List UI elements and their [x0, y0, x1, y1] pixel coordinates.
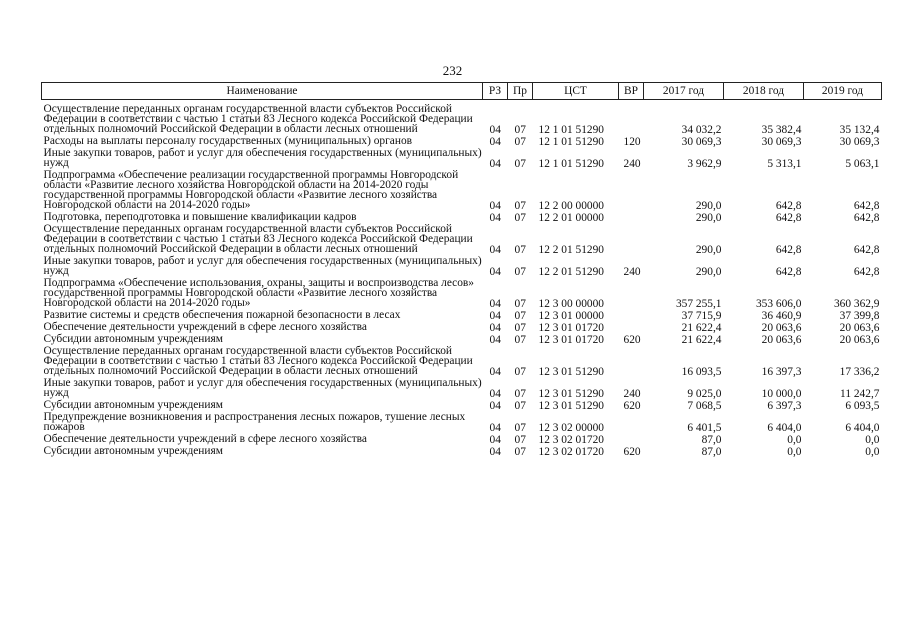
row-vr-cell: 620 [623, 334, 641, 346]
row-2018-cell: 642,8 [775, 266, 802, 278]
row-pr-cell: 07 [514, 244, 526, 256]
row-vr-cell [619, 321, 644, 333]
row-cst-cell: 12 3 01 01720 [538, 322, 604, 334]
row-vr-cell [619, 169, 644, 211]
row-rz-cell: 04 [489, 266, 501, 278]
row-vr-cell [619, 433, 644, 445]
row-2017-cell: 21 622,4 [681, 334, 722, 346]
row-name-cell: Субсидии автономным учреждениям [43, 445, 223, 457]
column-header-rz: РЗ [483, 83, 508, 100]
row-rz-cell: 04 [489, 136, 501, 148]
row-2017-cell: 3 962,9 [687, 158, 722, 170]
row-rz-cell: 04 [489, 446, 501, 458]
row-2018-cell: 0,0 [787, 446, 802, 458]
row-cst-cell: 12 3 01 51290 [538, 388, 604, 400]
table-row [42, 255, 882, 277]
table-header-row [42, 83, 882, 100]
row-pr-cell: 07 [514, 266, 526, 278]
row-name-cell: Подпрограмма «Обеспечение использования, охраны, защиты и воспроизводства лесов» государственной программы Новгородской области «Развитие лесного хозяйства Новгородской области на 2014-2020 годы» [43, 277, 474, 309]
row-name-cell: Развитие системы и средств обеспечения пожарной безопасности в лесах [43, 309, 401, 321]
table-row [42, 135, 882, 147]
column-header-cst: ЦСТ [533, 83, 619, 100]
row-2017-cell: 37 715,9 [681, 310, 722, 322]
row-2019-cell: 0,0 [865, 434, 880, 446]
row-cst-cell: 12 1 01 51290 [538, 124, 604, 136]
table-row [42, 147, 882, 169]
row-2017-cell: 6 401,5 [687, 422, 722, 434]
row-rz-cell: 04 [489, 388, 501, 400]
row-2018-cell: 20 063,6 [761, 334, 802, 346]
row-2019-cell: 20 063,6 [839, 322, 880, 334]
row-2017-cell: 290,0 [695, 200, 722, 212]
row-cst-cell: 12 2 01 51290 [538, 244, 604, 256]
row-2017-cell: 87,0 [701, 446, 722, 458]
row-2018-cell: 642,8 [775, 200, 802, 212]
row-2017-cell: 34 032,2 [681, 124, 722, 136]
row-cst-cell: 12 2 00 00000 [538, 200, 604, 212]
table-row [42, 100, 882, 136]
row-pr-cell: 07 [514, 400, 526, 412]
row-vr-cell: 620 [623, 400, 641, 412]
column-header-2018: 2018 год [724, 83, 804, 100]
row-name-cell: Подготовка, переподготовка и повышение квалификации кадров [43, 211, 357, 223]
row-2018-cell: 5 313,1 [767, 158, 802, 170]
row-pr-cell: 07 [514, 200, 526, 212]
row-rz-cell: 04 [489, 124, 501, 136]
row-cst-cell: 12 2 01 00000 [538, 212, 604, 224]
row-vr-cell [619, 345, 644, 377]
row-name-cell: Иные закупки товаров, работ и услуг для обеспечения государственных (муниципальных) нужд [43, 147, 482, 169]
row-2019-cell: 642,8 [853, 244, 880, 256]
row-2019-cell: 642,8 [853, 200, 880, 212]
table-row [42, 445, 882, 457]
row-rz-cell: 04 [489, 322, 501, 334]
table-row [42, 211, 882, 223]
row-pr-cell: 07 [514, 434, 526, 446]
row-rz-cell: 04 [489, 212, 501, 224]
row-vr-cell [619, 100, 644, 136]
row-name-cell: Обеспечение деятельности учреждений в сфере лесного хозяйства [43, 321, 367, 333]
row-2019-cell: 642,8 [853, 266, 880, 278]
row-2017-cell: 16 093,5 [681, 366, 722, 378]
row-name-cell: Осуществление переданных органам государственной власти субъектов Российской Федерации в соответствии с частью 1 статьи 83 Лесного кодекса Российской Федерации отдельных полномочий Российской Федерации в области лесных отношений [43, 103, 473, 135]
row-rz-cell: 04 [489, 310, 501, 322]
table-row [42, 223, 882, 255]
row-pr-cell: 07 [514, 422, 526, 434]
column-header-2019: 2019 год [804, 83, 882, 100]
row-cst-cell: 12 2 01 51290 [538, 266, 604, 278]
row-vr-cell [619, 309, 644, 321]
row-cst-cell: 12 3 01 01720 [538, 334, 604, 346]
row-2019-cell: 360 362,9 [833, 298, 880, 310]
row-2019-cell: 5 063,1 [845, 158, 880, 170]
row-name-cell: Расходы на выплаты персоналу государственных (муниципальных) органов [43, 135, 413, 147]
row-2018-cell: 0,0 [787, 434, 802, 446]
row-2019-cell: 0,0 [865, 446, 880, 458]
row-pr-cell: 07 [514, 136, 526, 148]
row-pr-cell: 07 [514, 446, 526, 458]
column-header-pr: Пр [508, 83, 533, 100]
row-cst-cell: 12 3 01 00000 [538, 310, 604, 322]
row-cst-cell: 12 3 02 01720 [538, 446, 604, 458]
row-rz-cell: 04 [489, 158, 501, 170]
row-name-cell: Иные закупки товаров, работ и услуг для обеспечения государственных (муниципальных) нужд [43, 255, 482, 277]
row-vr-cell [619, 223, 644, 255]
row-rz-cell: 04 [489, 400, 501, 412]
row-2017-cell: 9 025,0 [687, 388, 722, 400]
row-pr-cell: 07 [514, 124, 526, 136]
table-row [42, 345, 882, 377]
row-2018-cell: 642,8 [775, 212, 802, 224]
row-2018-cell: 30 069,3 [761, 136, 802, 148]
row-pr-cell: 07 [514, 158, 526, 170]
row-name-cell: Предупреждение возникновения и распространения лесных пожаров, тушение лесных пожаров [43, 411, 466, 433]
row-2017-cell: 290,0 [695, 244, 722, 256]
row-vr-cell: 240 [623, 388, 641, 400]
row-2018-cell: 16 397,3 [761, 366, 802, 378]
row-2019-cell: 642,8 [853, 212, 880, 224]
row-name-cell: Обеспечение деятельности учреждений в сфере лесного хозяйства [43, 433, 367, 445]
row-2019-cell: 6 093,5 [845, 400, 880, 412]
column-header-name: Наименование [42, 83, 483, 100]
row-name-cell: Субсидии автономным учреждениям [43, 333, 223, 345]
row-2019-cell: 6 404,0 [845, 422, 880, 434]
row-cst-cell: 12 3 00 00000 [538, 298, 604, 310]
row-cst-cell: 12 3 01 51290 [538, 366, 604, 378]
row-vr-cell [619, 211, 644, 223]
row-rz-cell: 04 [489, 244, 501, 256]
row-rz-cell: 04 [489, 298, 501, 310]
row-pr-cell: 07 [514, 366, 526, 378]
row-2019-cell: 37 399,8 [839, 310, 880, 322]
row-2018-cell: 36 460,9 [761, 310, 802, 322]
row-vr-cell: 240 [623, 266, 641, 278]
row-vr-cell [619, 277, 644, 309]
table-body [42, 100, 882, 458]
row-pr-cell: 07 [514, 322, 526, 334]
table-row [42, 309, 882, 321]
row-2019-cell: 20 063,6 [839, 334, 880, 346]
row-2017-cell: 357 255,1 [675, 298, 722, 310]
row-vr-cell: 620 [623, 446, 641, 458]
table-row [42, 169, 882, 211]
row-2019-cell: 30 069,3 [839, 136, 880, 148]
row-2017-cell: 7 068,5 [687, 400, 722, 412]
row-pr-cell: 07 [514, 212, 526, 224]
row-2017-cell: 290,0 [695, 212, 722, 224]
row-name-cell: Осуществление переданных органам государственной власти субъектов Российской Федерации в соответствии с частью 1 статьи 83 Лесного кодекса Российской Федерации отдельных полномочий Российской Федерации в области лесных отношений [43, 345, 473, 377]
row-cst-cell: 12 3 02 00000 [538, 422, 604, 434]
table-row [42, 399, 882, 411]
row-2017-cell: 30 069,3 [681, 136, 722, 148]
table-row [42, 333, 882, 345]
row-pr-cell: 07 [514, 388, 526, 400]
row-rz-cell: 04 [489, 422, 501, 434]
row-cst-cell: 12 1 01 51290 [538, 158, 604, 170]
row-rz-cell: 04 [489, 200, 501, 212]
table-row [42, 411, 882, 433]
row-2018-cell: 20 063,6 [761, 322, 802, 334]
row-cst-cell: 12 1 01 51290 [538, 136, 604, 148]
row-2018-cell: 642,8 [775, 244, 802, 256]
row-rz-cell: 04 [489, 366, 501, 378]
row-cst-cell: 12 3 02 01720 [538, 434, 604, 446]
row-2017-cell: 290,0 [695, 266, 722, 278]
row-pr-cell: 07 [514, 310, 526, 322]
column-header-vr: ВР [619, 83, 644, 100]
row-vr-cell: 120 [623, 136, 641, 148]
row-2019-cell: 17 336,2 [839, 366, 880, 378]
table-row [42, 277, 882, 309]
row-2019-cell: 35 132,4 [839, 124, 880, 136]
row-2017-cell: 21 622,4 [681, 322, 722, 334]
row-name-cell: Осуществление переданных органам государственной власти субъектов Российской Федерации в соответствии с частью 1 статьи 83 Лесного кодекса Российской Федерации отдельных полномочий Российской Федерации в области лесных отношений [43, 223, 473, 255]
row-rz-cell: 04 [489, 334, 501, 346]
row-name-cell: Иные закупки товаров, работ и услуг для обеспечения государственных (муниципальных) нужд [43, 377, 482, 399]
row-2019-cell: 11 242,7 [840, 388, 880, 400]
row-2018-cell: 353 606,0 [755, 298, 802, 310]
row-pr-cell: 07 [514, 334, 526, 346]
row-2018-cell: 10 000,0 [761, 388, 802, 400]
row-2018-cell: 6 404,0 [767, 422, 802, 434]
row-pr-cell: 07 [514, 298, 526, 310]
page-number: 232 [442, 63, 463, 78]
table-row [42, 321, 882, 333]
table-row [42, 377, 882, 399]
row-vr-cell: 240 [623, 158, 641, 170]
row-vr-cell [619, 411, 644, 433]
row-name-cell: Подпрограмма «Обеспечение реализации государственной программы Новгородской области «Развитие лесного хозяйства Новгородской области на 2014-2020 годы государственной программы Новгородской области «Развитие лесного хозяйства Новгородской области на 2014-2020 годы» [43, 169, 459, 211]
table-row [42, 433, 882, 445]
budget-table [41, 82, 882, 457]
row-rz-cell: 04 [489, 434, 501, 446]
row-2018-cell: 35 382,4 [761, 124, 802, 136]
row-2018-cell: 6 397,3 [767, 400, 802, 412]
column-header-2017: 2017 год [644, 83, 724, 100]
row-2017-cell: 87,0 [701, 434, 722, 446]
row-cst-cell: 12 3 01 51290 [538, 400, 604, 412]
row-name-cell: Субсидии автономным учреждениям [43, 399, 223, 411]
